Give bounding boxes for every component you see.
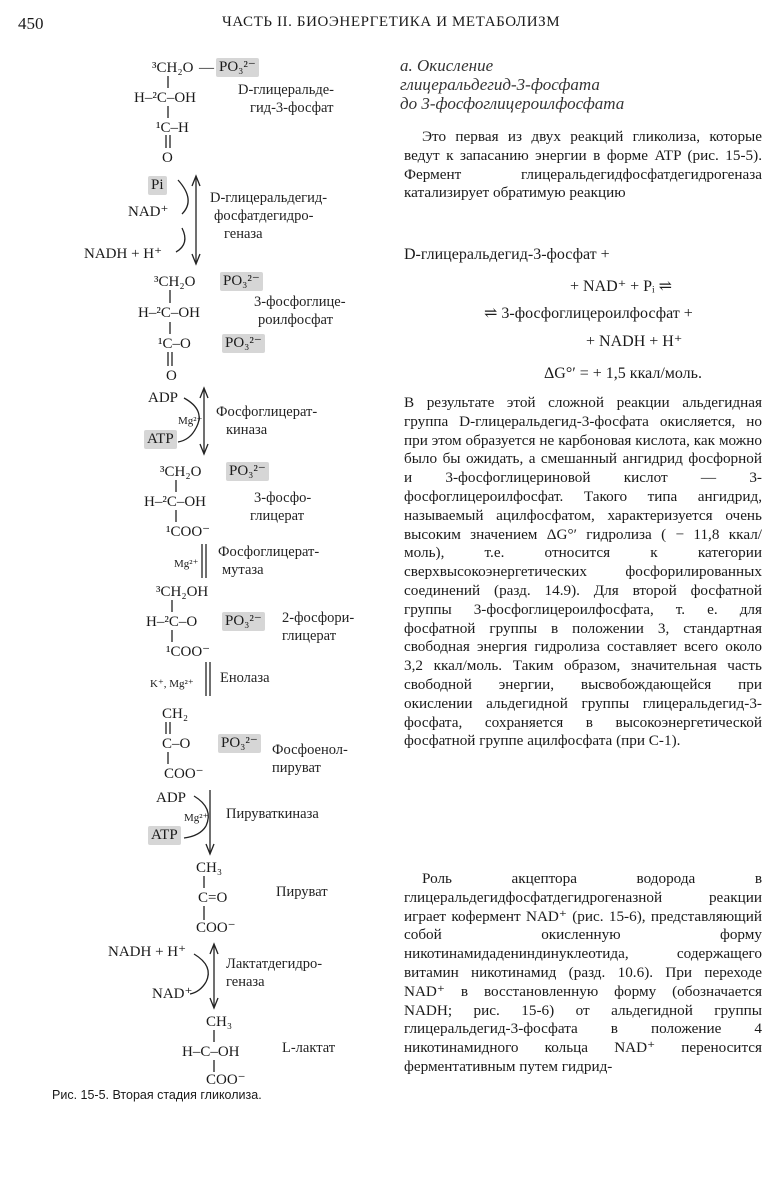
mg-label-2: Mg²⁺ [174, 558, 199, 570]
lac-ch3: CH₃ [206, 1014, 233, 1030]
pep-ch2: CH₂ [162, 706, 189, 722]
pgm-name-2: мутаза [222, 562, 264, 578]
ldh-name-1: Лактатдегидро- [226, 956, 323, 972]
pg2-c2: H–²C–O [146, 614, 198, 630]
delta-g-value: ΔG°′ = + 1,5 ккал/моль. [544, 365, 702, 382]
equation-line-2: + NAD⁺ + Pᵢ ⇌ [570, 278, 673, 295]
bpg-name-1: 3-фосфоглице- [254, 294, 346, 310]
pgk-name-1: Фосфоглицерат- [216, 404, 318, 420]
bpg-c2: H–²C–OH [138, 305, 200, 321]
atp-label-2: ATP [148, 826, 181, 845]
pep-phosphate: PO₃²⁻ [218, 734, 261, 753]
g3p-bond: — [199, 60, 214, 76]
section-title-line-2: глицеральдегид-3-фосфата [400, 75, 600, 94]
mg-label-3: Mg²⁺ [184, 812, 209, 824]
g3p-name-1: D-глицеральде- [238, 82, 335, 98]
pg2-c3: ³CH₂OH [156, 584, 209, 600]
pg3-c3: ³CH₂O [160, 464, 202, 480]
nadh-label-2: NADH + H⁺ [108, 944, 187, 960]
gapdh-name-1: D-глицеральдегид- [210, 190, 328, 206]
equation-line-4: + NADH + H⁺ [586, 333, 683, 350]
pg2-c1: ¹COO⁻ [166, 644, 211, 660]
bpg-c3: ³CH₂O [154, 274, 196, 290]
g3p-c1: ¹C–H [156, 120, 189, 136]
bpg-c1: ¹C–O [158, 336, 191, 352]
g3p-phosphate: PO₃²⁻ [216, 58, 259, 77]
lac-coo: COO⁻ [206, 1072, 246, 1088]
pyr-name: Пируват [276, 884, 328, 900]
eno-name: Енолаза [220, 670, 270, 686]
running-title: ЧАСТЬ II. БИОЭНЕРГЕТИКА И МЕТАБОЛИЗМ [222, 14, 561, 30]
pep-coo: COO⁻ [164, 766, 204, 782]
pyr-coo: COO⁻ [196, 920, 236, 936]
pep-name-1: Фосфоенол- [272, 742, 348, 758]
bpg-name-2: роилфосфат [258, 312, 333, 328]
pg2-name-1: 2-фосфори- [282, 610, 355, 626]
paragraph-3-text: Роль акцептора водорода в глицеральдегидфосфатдегидрогеназной реакции играет кофермент NAD⁺ (рис. 15-6), представляющий собой окисленную форму никотинамидадениндинуклеотида, содержащего витамин никотинамид (разд. 10.6). При переходе NAD⁺ в восстановленную форму (обозначается NADH; рис. 15-6) от альдегидной группы глицеральдегид-3-фосфата в положение 4 никотинамидного кольца NAD⁺ переносится ферментативным путем гидрид- [404, 870, 762, 1075]
bpg-phosphate-3: PO₃²⁻ [220, 272, 263, 291]
pg3-name-2: глицерат [250, 508, 305, 524]
pk-name: Пируваткиназа [226, 806, 319, 822]
pg3-name-1: 3-фосфо- [254, 490, 312, 506]
page-number: 450 [18, 14, 44, 33]
bpg-oxygen: O [166, 368, 177, 384]
pgk-name-2: киназа [226, 422, 268, 438]
nad-label-2: NAD⁺ [152, 986, 193, 1002]
k-mg-label: K⁺, Mg²⁺ [150, 678, 194, 690]
ldh-name-2: геназа [226, 974, 265, 990]
equation-line-1: D-глицеральдегид-3-фосфат + [404, 246, 610, 263]
g3p-c3: ³CH₂O [152, 60, 194, 76]
paragraph-1 [404, 128, 762, 203]
pep-name-2: пируват [272, 760, 321, 776]
section-title-line-1: а. Окисление [400, 56, 494, 75]
equation-line-3: ⇌ 3-фосфоглицероилфосфат + [484, 305, 693, 322]
pg2-phosphate: PO₃²⁻ [222, 612, 265, 631]
g3p-name-2: гид-3-фосфат [250, 100, 334, 116]
gapdh-name-2: фосфатдегидро- [214, 208, 314, 224]
pyr-ch3: CH₃ [196, 860, 223, 876]
section-title [400, 56, 760, 113]
g3p-oxygen: O [162, 150, 173, 166]
pg2-name-2: глицерат [282, 628, 337, 644]
lac-c2: H–C–OH [182, 1044, 240, 1060]
paragraph-1-text: Это первая из двух реакций гликолиза, которые ведут к запасанию энергии в форме ATP (рис. 15-5). Фермент глицеральдегидфосфатдегидрогеназа катализирует обратимую реакцию [404, 128, 762, 202]
mg-label-1: Mg²⁺ [178, 415, 203, 427]
adp-label-2: ADP [156, 790, 187, 806]
paragraph-3 [404, 870, 762, 1077]
pgm-name-1: Фосфоглицерат- [218, 544, 320, 560]
bpg-phosphate-1: PO₃²⁻ [222, 334, 265, 353]
pg3-c1: ¹COO⁻ [166, 524, 211, 540]
pyr-c2: C=O [198, 890, 228, 906]
nad-label: NAD⁺ [128, 204, 169, 220]
figure-caption: Рис. 15-5. Вторая стадия гликолиза. [52, 1088, 262, 1102]
pi-label: Pi [148, 176, 167, 195]
gapdh-name-3: геназа [224, 226, 263, 242]
lac-name: L-лактат [282, 1040, 336, 1056]
adp-label-1: ADP [148, 390, 179, 406]
pg3-c2: H–²C–OH [144, 494, 206, 510]
paragraph-2-text: В результате этой сложной реакции альдегидная группа D-глицеральдегид-3-фосфата окисляется, но при этом образуется не карбоновая кислота, как можно было бы ожидать, а смешанный ангидрид фосфорной и 3-фосфоглицериновой кислот — 3-фосфоглицероилфосфат. Такого типа ангидрид, называемый ацилфосфатом, характеризуется очень высоким значением ΔG°′ гидролиза ( − 11,8 ккал/моль), т.е. относится к категории сверхвысокоэнергетических фосфорилированных соединений (разд. 14.9). Для второй фосфатной группы 3-фосфоглицероилфосфата, т. е. для фосфатной группы в положении 3, стандартная свободная энергия гидролиза составляет всего около 3,2 ккал/моль. Таким образом, значительная часть свободной энергии, высвобождающейся при окислении альдегидной группы глицеральдегид-3-фосфата, сохраняется в высокоэнергетической фосфатной группе ацилфосфата (при С-1). [404, 394, 762, 750]
atp-label-1: ATP [144, 430, 177, 449]
section-title-line-3: до 3-фосфоглицероилфосфата [400, 94, 625, 113]
pep-c2: C–O [162, 736, 191, 752]
pg3-phosphate: PO₃²⁻ [226, 462, 269, 481]
scheme-lines [0, 0, 380, 1110]
nadh-label: NADH + H⁺ [84, 246, 163, 262]
g3p-c2: H–²C–OH [134, 90, 196, 106]
glycolysis-scheme [0, 0, 380, 1110]
paragraph-2 [404, 394, 762, 751]
